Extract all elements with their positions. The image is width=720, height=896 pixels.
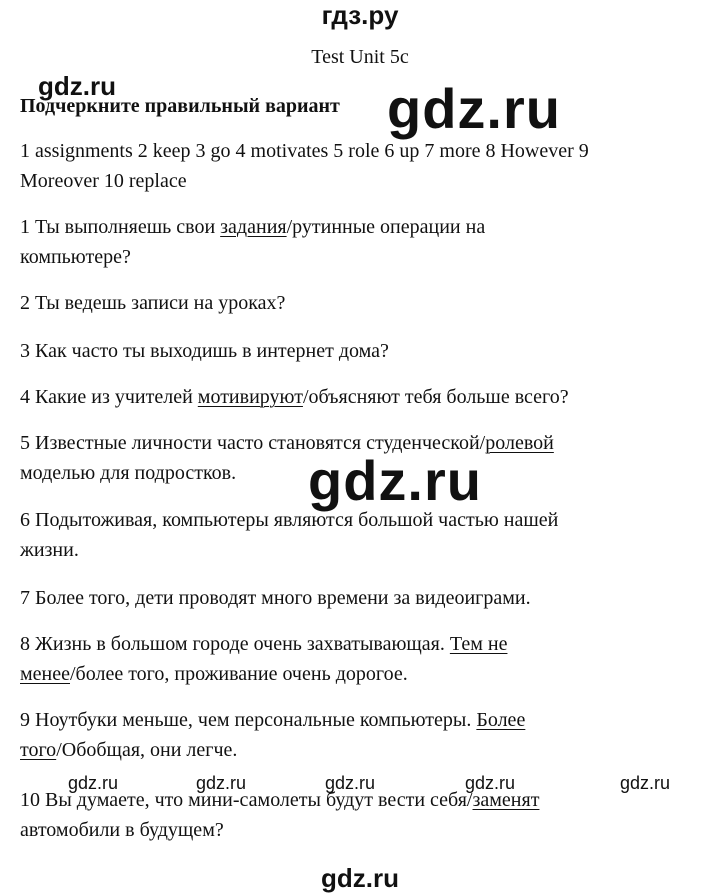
watermark-top-left: gdz.ru [38, 71, 116, 101]
question-1 [20, 212, 700, 272]
watermark-row-5: gdz.ru [620, 773, 671, 793]
question-text: 4 Какие из учителей [20, 386, 198, 408]
watermark-large-middle: gdz.ru [308, 449, 482, 512]
question-text: /объясняют тебя больше всего? [302, 386, 569, 408]
question-3-line-1: 3 Как часто ты выходишь в интернет дома? [20, 340, 389, 362]
question-6-line-2: жизни. [20, 539, 79, 561]
question-text: 8 Жизнь в большом городе очень захватывающая. [20, 633, 450, 655]
question-text: /Обобщая, они легче. [56, 739, 238, 761]
question-text: 1 Ты выполняешь свои [20, 216, 221, 238]
question-text: /рутинные операции на [286, 216, 486, 238]
question-2 [20, 288, 700, 318]
underlined-answer: ролевой [485, 432, 554, 454]
question-6 [20, 505, 700, 565]
question-8-line-2 [20, 659, 700, 689]
question-2-line-1: 2 Ты ведешь записи на уроках? [20, 292, 286, 314]
underlined-answer: задания [220, 216, 287, 238]
question-9 [20, 705, 700, 765]
underlined-answer: Тем не [449, 633, 508, 655]
watermark-row-1: gdz.ru [68, 773, 119, 793]
watermark-large-top: gdz.ru [387, 77, 561, 140]
underlined-answer: менее [20, 663, 70, 685]
underlined-answer: того [20, 739, 57, 761]
question-text: 10 Вы думаете, что мини-самолеты будут вести себя/ [20, 789, 473, 811]
question-8 [20, 629, 700, 689]
question-4-line-1 [20, 382, 700, 412]
question-6-line-1: 6 Подытоживая, компьютеры являются большой частью нашей [20, 509, 559, 531]
underlined-answer: Более [476, 709, 526, 731]
question-3 [20, 336, 700, 366]
question-10-line-2: автомобили в будущем? [20, 819, 224, 841]
watermark-row-3: gdz.ru [325, 773, 376, 793]
question-10-line-1 [20, 785, 700, 815]
question-9-line-2 [20, 735, 700, 765]
question-5-line-2: моделью для подростков. [20, 462, 237, 484]
question-text: 9 Ноутбуки меньше, чем персональные компьютеры. [20, 709, 477, 731]
question-1-line-1 [20, 212, 700, 242]
answer-key-line-1: 1 assignments 2 keep 3 go 4 motivates 5 role 6 up 7 more 8 However 9 [20, 140, 589, 162]
question-4 [20, 382, 700, 412]
underlined-answer: заменят [472, 789, 540, 811]
watermark-row-2: gdz.ru [196, 773, 247, 793]
question-text: 5 Известные личности часто становятся студенческой/ [20, 432, 486, 454]
underlined-answer: мотивируют [197, 386, 303, 408]
question-text: /более того, проживание очень дорогое. [70, 663, 408, 685]
document-title: Test Unit 5c [311, 46, 409, 68]
site-header: гдз.ру [321, 0, 399, 30]
watermark-footer: gdz.ru [321, 863, 399, 893]
question-8-line-1 [20, 629, 700, 659]
watermark-row-4: gdz.ru [465, 773, 516, 793]
instruction-heading: Подчеркните правильный вариант [20, 95, 340, 117]
question-9-line-1 [20, 705, 700, 735]
question-1-line-2: компьютере? [20, 246, 131, 268]
question-10 [20, 785, 700, 845]
answer-key [20, 136, 700, 196]
answer-key-line-2: Moreover 10 replace [20, 170, 187, 192]
question-7-line-1: 7 Более того, дети проводят много времени за видеоиграми. [20, 587, 531, 609]
question-7 [20, 583, 700, 613]
